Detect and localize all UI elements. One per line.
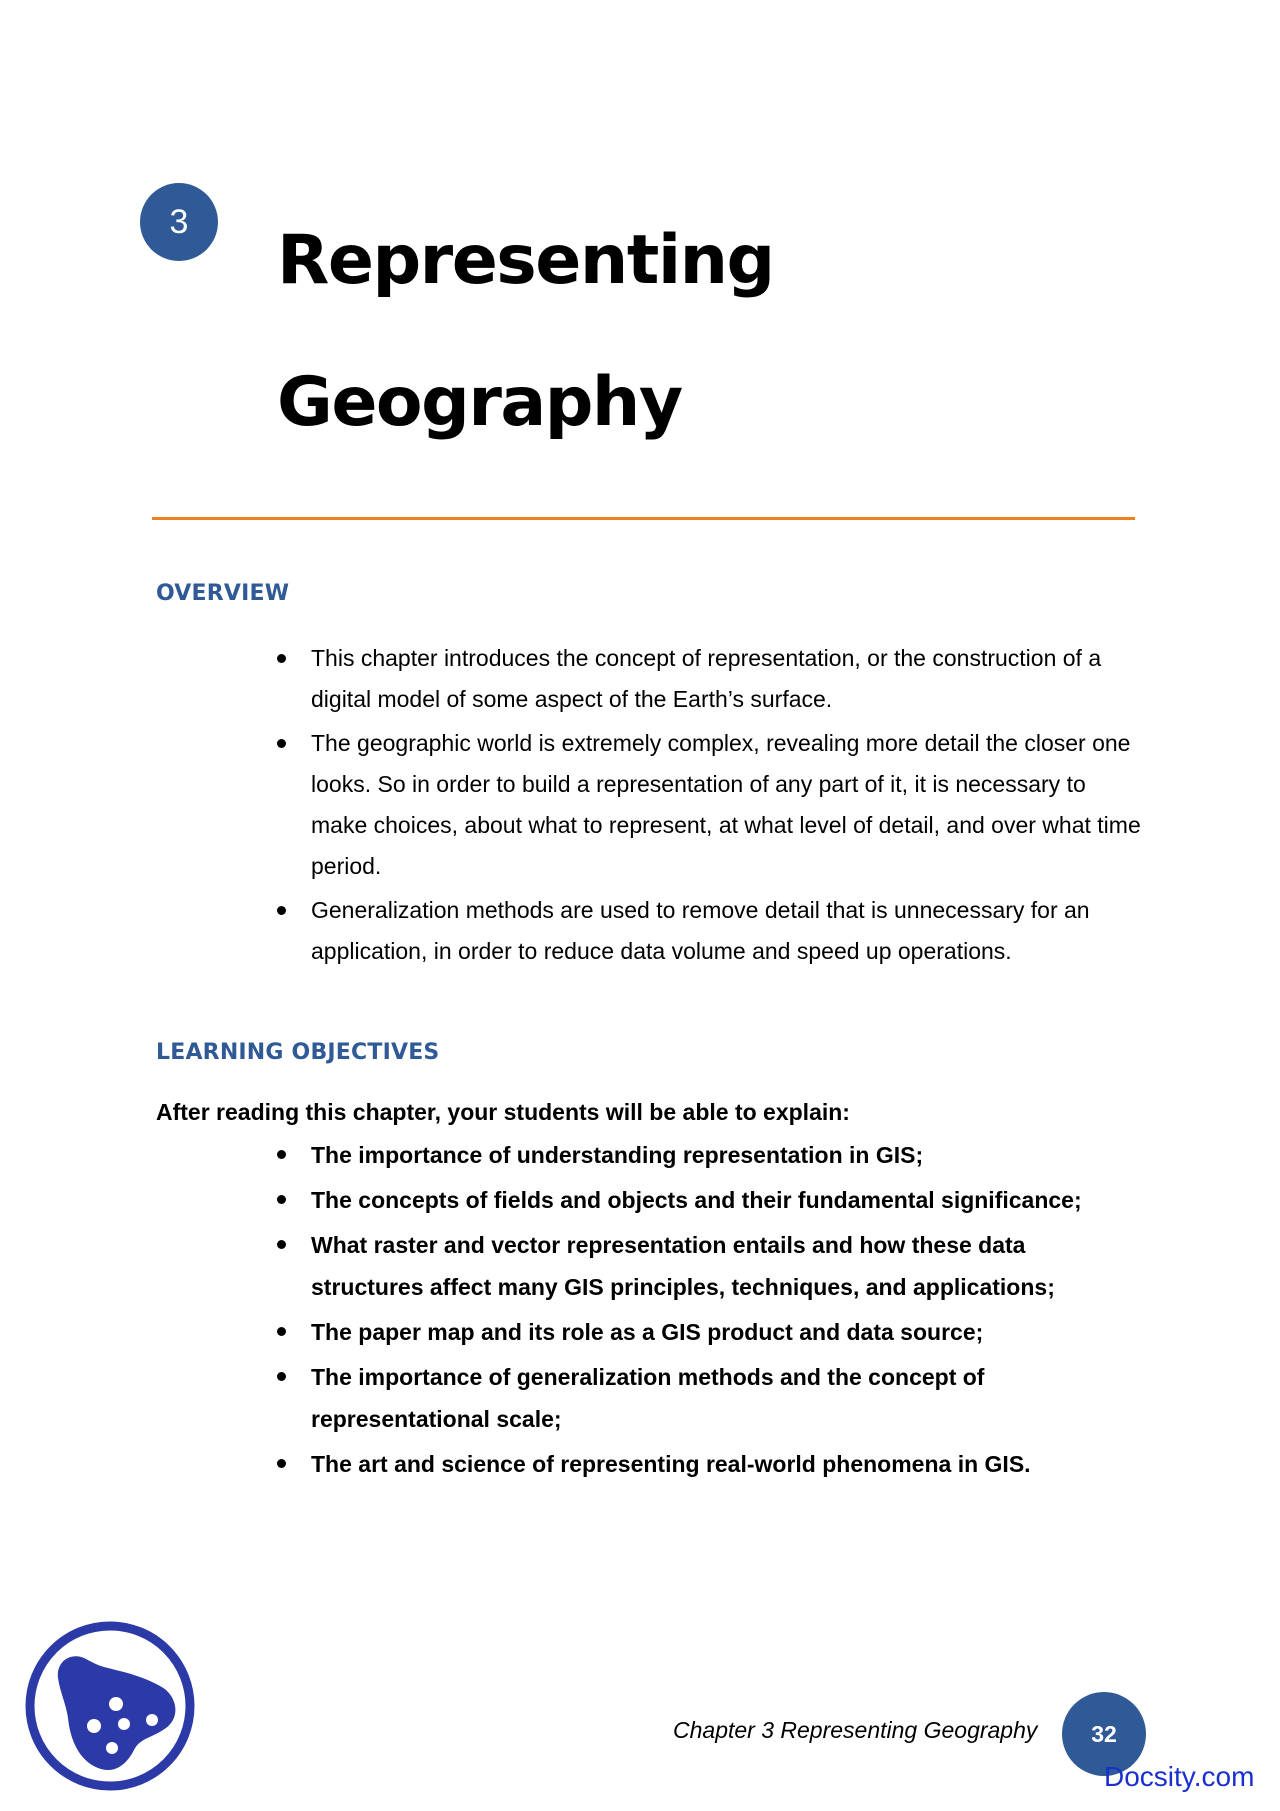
- bullet-dot-icon: [277, 654, 286, 663]
- list-item: [311, 723, 1141, 887]
- objectives-list: [311, 1134, 1141, 1488]
- footer-chapter-label: Chapter 3 Representing Geography: [673, 1717, 1038, 1743]
- list-item: [311, 1311, 1141, 1353]
- list-item-text: The concepts of fields and objects and their fundamental significance;: [311, 1187, 1082, 1213]
- list-item: [311, 890, 1141, 972]
- objectives-intro: After reading this chapter, your students will be able to explain:: [156, 1099, 850, 1125]
- list-item: [311, 1224, 1141, 1308]
- list-item-text: The art and science of representing real-world phenomena in GIS.: [311, 1451, 1031, 1477]
- list-item-text: The importance of generalization methods and the concept of representational scale;: [311, 1364, 985, 1432]
- list-item-text: The importance of understanding representation in GIS;: [311, 1142, 924, 1168]
- list-item: [311, 1443, 1141, 1485]
- list-item-text: The paper map and its role as a GIS product and data source;: [311, 1319, 984, 1345]
- list-item: [311, 1134, 1141, 1176]
- list-item-text: This chapter introduces the concept of representation, or the construction of a digital model of some aspect of the Earth’s surface.: [311, 645, 1102, 712]
- bullet-dot-icon: [277, 1459, 286, 1468]
- bullet-dot-icon: [277, 1150, 286, 1159]
- page-number-badge: 32: [1062, 1692, 1146, 1776]
- title-divider: [152, 517, 1135, 520]
- chapter-title: [277, 190, 774, 474]
- chapter-title-line-1: Representing: [277, 221, 774, 300]
- list-item-text: Generalization methods are used to remove detail that is unnecessary for an application, in order to reduce data volume and speed up operations.: [311, 897, 1090, 964]
- bullet-dot-icon: [277, 1195, 286, 1204]
- bullet-dot-icon: [277, 906, 286, 915]
- list-item-text: What raster and vector representation entails and how these data structures affect many GIS principles, techniques, and applications;: [311, 1232, 1055, 1300]
- learning-objectives-heading: LEARNING OBJECTIVES: [156, 1040, 440, 1065]
- list-item-text: The geographic world is extremely complex, revealing more detail the closer one looks. So in order to build a representation of any part of it, it is necessary to make choices, about what to represent, at what level of detail, and over what time period.: [311, 730, 1141, 879]
- list-item: [311, 1356, 1141, 1440]
- overview-heading: OVERVIEW: [156, 581, 290, 606]
- overview-list: [311, 638, 1141, 975]
- list-item: [311, 1179, 1141, 1221]
- docsity-logo-icon: [24, 1620, 196, 1792]
- list-item: [311, 638, 1141, 720]
- bullet-dot-icon: [277, 1327, 286, 1336]
- docsity-watermark-link[interactable]: Docsity.com: [1104, 1761, 1255, 1792]
- chapter-title-line-2: Geography: [277, 363, 682, 442]
- bullet-dot-icon: [277, 1372, 286, 1381]
- chapter-number-badge: 3: [140, 183, 218, 261]
- bullet-dot-icon: [277, 1240, 286, 1249]
- bullet-dot-icon: [277, 739, 286, 748]
